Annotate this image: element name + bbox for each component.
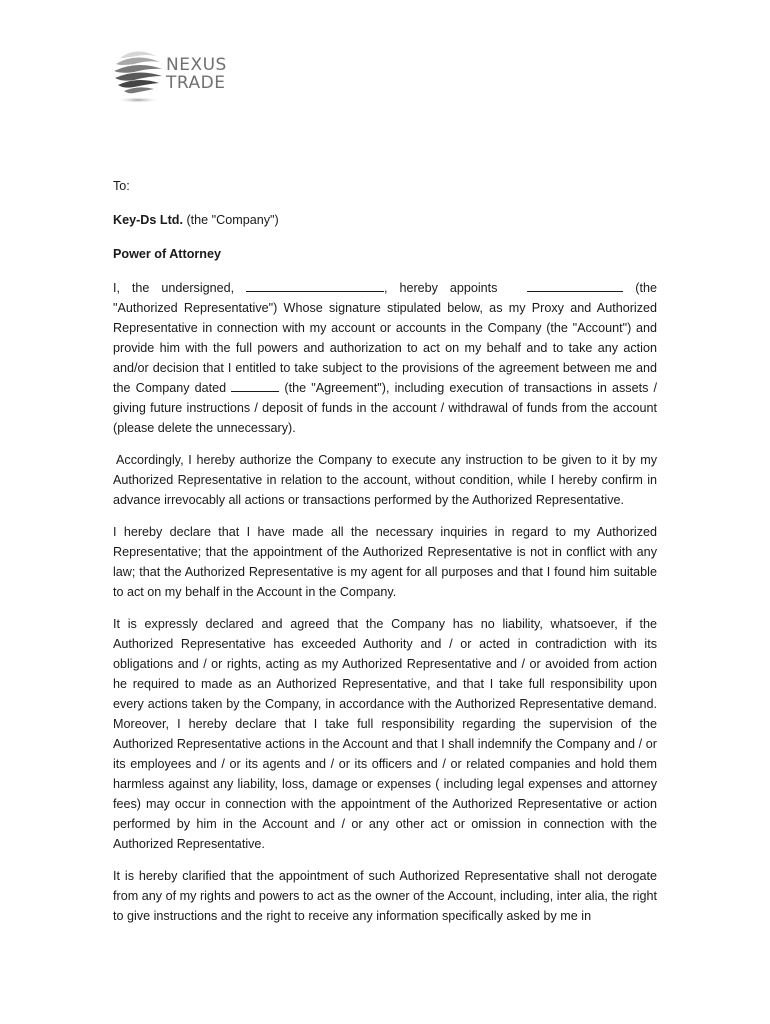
agreement-date-blank[interactable] [231,379,279,392]
paragraph-1-text-d: (the "Agreement"), including execution of transactions in assets / giving future instructions / deposit of funds in the account / withdrawal of funds from the account (please delete the unnecessary). [113,381,658,435]
company-suffix: (the "Company") [182,213,279,227]
paragraph-1 [113,278,657,438]
paragraph-5: It is hereby clarified that the appointment of such Authorized Representative shall not derogate from any of my rights and powers to act as the owner of the Account, including, inter alia, the right to give instructions and the right to receive any information specifically asked by me in [113,869,657,923]
paragraph-1-text-c: (the "Authorized Representative") Whose signature stipulated below, as my Proxy and Authorized Representative in connection with my account or accounts in the Company (the "Account") and provide him with the full powers and authorization to act on my behalf and to take any action and/or decision that I entitled to take subject to the provisions of the agreement between me and the Company dated [113,281,657,395]
logo-line-1: NEXUS [166,55,227,75]
logo-wordmark [166,56,227,92]
undersigned-name-blank[interactable] [246,279,384,292]
paragraph-4: It is expressly declared and agreed that the Company has no liability, whatsoever, if the Authorized Representative has exceeded Authority and / or acted in contradiction with its obligations and / or rights, acting as my Authorized Representative and / or avoided from action he required to made as an Authorized Representative, and that I take full responsibility upon every actions taken by the Company, in accordance with the Authorized Representative demand. Moreover, I hereby declare that I take full responsibility regarding the supervision of the Authorized Representative actions in the Account and that I shall indemnify the Company and / or its employees and / or its agents and / or its officers and / or related companies and hold them harmless against any liability, loss, damage or expenses ( including legal expenses and attorney fees) may occur in connection with the appointment of the Authorized Representative or action performed by him in the Account and / or any other act or omission in connection with the Authorized Representative. [113,617,657,851]
document-title: Power of Attorney [113,247,221,261]
representative-name-blank[interactable] [527,279,623,292]
paragraph-1-text-a: I, the undersigned, [113,281,247,295]
paragraph-3: I hereby declare that I have made all the necessary inquiries in regard to my Authorized Representative; that the appointment of the Authorized Representative is not in conflict with any law; that the Authorized Representative is my agent for all purposes and that I found him suitable to act on my behalf in the Account in the Company. [113,525,657,599]
company-name: Key-Ds Ltd. [113,213,183,227]
paragraph-2: Accordingly, I hereby authorize the Company to execute any instruction to be given to it by my Authorized Representative in relation to the account, without condition, while I hereby confirm in advance irrevocably all actions or transactions performed by the Authorized Representative. [113,453,657,507]
addressee-label: To: [113,179,130,193]
logo-line-2: TRADE [166,73,226,93]
company-line [113,210,657,230]
globe-icon [112,44,164,106]
paragraph-1-text-b: , hereby appoints [384,281,510,295]
company-logo [112,44,242,106]
document-body [113,176,657,938]
